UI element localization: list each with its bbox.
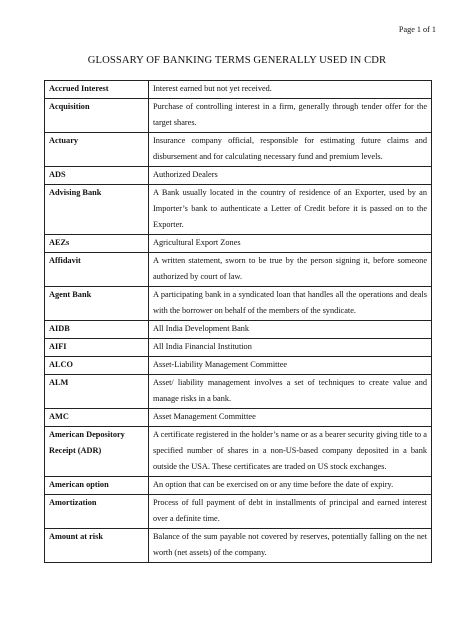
- glossary-table: [44, 80, 432, 563]
- glossary-body: [45, 81, 432, 563]
- glossary-term: Acquisition: [45, 99, 149, 133]
- table-row: [45, 235, 432, 253]
- glossary-term: ADS: [45, 167, 149, 185]
- table-row: [45, 339, 432, 357]
- glossary-term: AEZs: [45, 235, 149, 253]
- glossary-term: Amount at risk: [45, 529, 149, 563]
- glossary-definition: A written statement, sworn to be true by the person signing it, before someone authorized by court of law.: [149, 253, 432, 287]
- glossary-definition: An option that can be exercised on or any time before the date of expiry.: [149, 477, 432, 495]
- glossary-definition: Agricultural Export Zones: [149, 235, 432, 253]
- document-title: GLOSSARY OF BANKING TERMS GENERALLY USED IN CDR: [87, 55, 387, 66]
- glossary-term: AMC: [45, 409, 149, 427]
- glossary-term: American Depository Receipt (ADR): [45, 427, 149, 477]
- glossary-definition: Purchase of controlling interest in a firm, generally through tender offer for the target shares.: [149, 99, 432, 133]
- glossary-term: Actuary: [45, 133, 149, 167]
- table-row: [45, 375, 432, 409]
- table-row: [45, 321, 432, 339]
- table-row: [45, 133, 432, 167]
- glossary-definition: A participating bank in a syndicated loan that handles all the operations and deals with the borrower on behalf of the members of the syndicate.: [149, 287, 432, 321]
- table-row: [45, 357, 432, 375]
- table-row: [45, 477, 432, 495]
- table-row: [45, 287, 432, 321]
- glossary-term: Agent Bank: [45, 287, 149, 321]
- glossary-term: American option: [45, 477, 149, 495]
- glossary-definition: Authorized Dealers: [149, 167, 432, 185]
- glossary-term: AIFI: [45, 339, 149, 357]
- table-row: [45, 495, 432, 529]
- glossary-term: AIDB: [45, 321, 149, 339]
- table-row: [45, 185, 432, 235]
- table-row: [45, 99, 432, 133]
- glossary-definition: Asset Management Committee: [149, 409, 432, 427]
- glossary-definition: A Bank usually located in the country of residence of an Exporter, used by an Importer’s bank to authenticate a Letter of Credit before it is passed on to the Exporter.: [149, 185, 432, 235]
- glossary-definition: Asset-Liability Management Committee: [149, 357, 432, 375]
- glossary-definition: Insurance company official, responsible for estimating future claims and disbursement and for calculating necessary fund and premium levels.: [149, 133, 432, 167]
- glossary-definition: A certificate registered in the holder’s name or as a bearer security giving title to a specified number of shares in a non-US-based company deposited in a bank outside the USA. These certificates are traded on US stock exchanges.: [149, 427, 432, 477]
- glossary-definition: Balance of the sum payable not covered by reserves, potentially falling on the net worth (net assets) of the company.: [149, 529, 432, 563]
- page-number: Page 1 of 1: [398, 25, 436, 34]
- glossary-definition: All India Financial Institution: [149, 339, 432, 357]
- glossary-term: Amortization: [45, 495, 149, 529]
- table-row: [45, 167, 432, 185]
- glossary-definition: Process of full payment of debt in installments of principal and earned interest over a definite time.: [149, 495, 432, 529]
- table-row: [45, 427, 432, 477]
- glossary-term: Affidavit: [45, 253, 149, 287]
- glossary-term: Accrued Interest: [45, 81, 149, 99]
- table-row: [45, 81, 432, 99]
- table-row: [45, 253, 432, 287]
- glossary-term: Advising Bank: [45, 185, 149, 235]
- glossary-definition: All India Development Bank: [149, 321, 432, 339]
- glossary-term: ALCO: [45, 357, 149, 375]
- glossary-definition: Asset/ liability management involves a set of techniques to create value and manage risks in a bank.: [149, 375, 432, 409]
- table-row: [45, 529, 432, 563]
- glossary-term: ALM: [45, 375, 149, 409]
- glossary-definition: Interest earned but not yet received.: [149, 81, 432, 99]
- table-row: [45, 409, 432, 427]
